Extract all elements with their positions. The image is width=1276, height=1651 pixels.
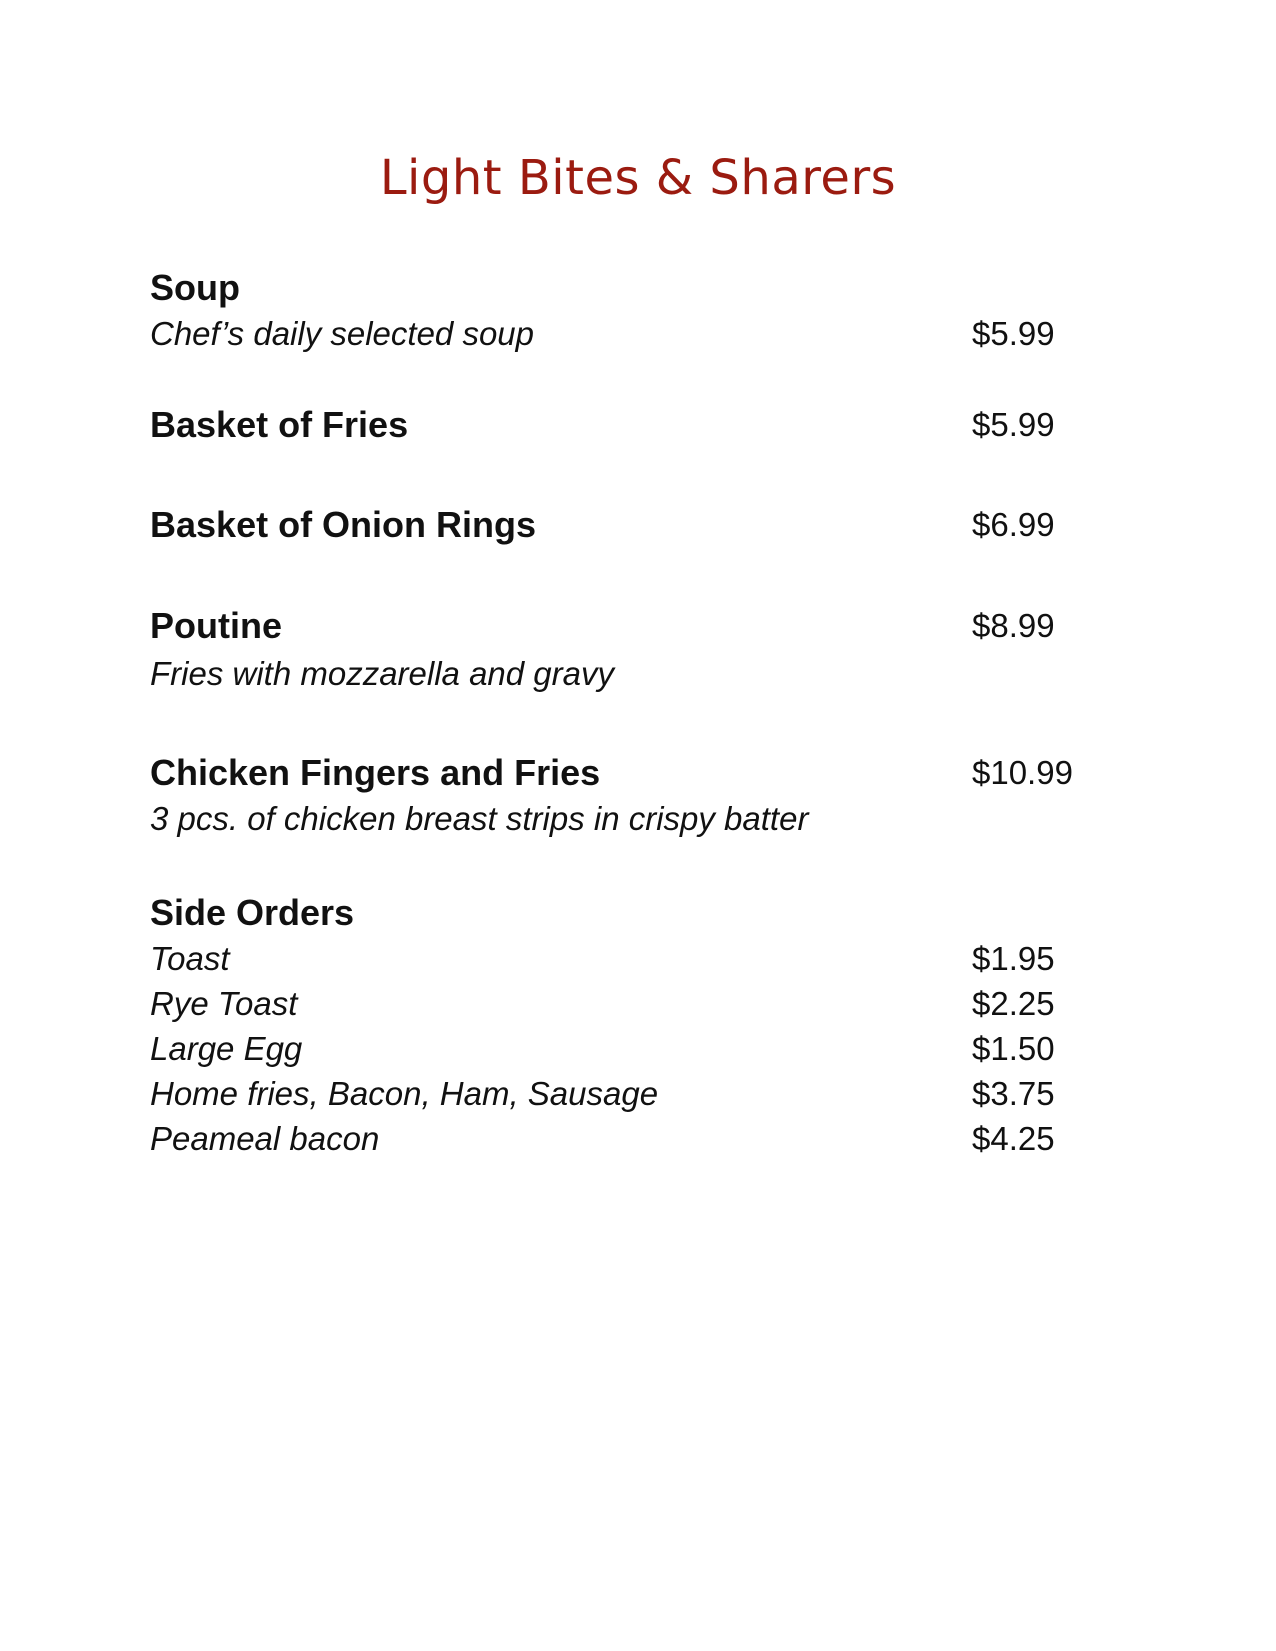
item-price: $1.50 — [972, 1030, 1055, 1067]
item-price: $4.25 — [972, 1120, 1055, 1157]
side-order-item — [150, 1072, 1130, 1116]
side-order-item — [150, 982, 1130, 1026]
side-orders-heading: Side Orders — [150, 892, 355, 933]
item-price: $5.99 — [972, 315, 1055, 352]
item-price: $5.99 — [972, 406, 1055, 443]
item-price: $8.99 — [972, 607, 1055, 644]
side-orders-heading-row — [150, 891, 1130, 935]
item-name: Poutine — [150, 605, 282, 646]
side-order-item — [150, 1027, 1130, 1071]
menu-item-onion-rings — [150, 503, 1130, 547]
menu-item-fries — [150, 403, 1130, 447]
item-price: $1.95 — [972, 940, 1055, 977]
item-description: Fries with mozzarella and gravy — [150, 655, 614, 692]
item-price: $6.99 — [972, 506, 1055, 543]
item-description: Chef’s daily selected soup — [150, 315, 535, 352]
item-price: $10.99 — [972, 754, 1073, 791]
menu-item-soup — [150, 266, 1130, 310]
menu-item-chicken-fingers — [150, 751, 1130, 795]
item-description: 3 pcs. of chicken breast strips in crispy batter — [150, 800, 809, 837]
menu-title: Light Bites & Sharers — [379, 150, 897, 206]
item-name: Basket of Fries — [150, 404, 409, 445]
side-order-item — [150, 1117, 1130, 1161]
item-price: $2.25 — [972, 985, 1055, 1022]
item-price: $3.75 — [972, 1075, 1055, 1112]
menu-item-soup-detail — [150, 312, 1130, 356]
menu-item-chicken-fingers-detail — [150, 797, 1130, 841]
item-name: Rye Toast — [150, 985, 298, 1022]
item-name: Large Egg — [150, 1030, 303, 1067]
menu-item-poutine — [150, 604, 1130, 648]
item-name: Home fries, Bacon, Ham, Sausage — [150, 1075, 659, 1112]
item-name: Toast — [150, 940, 230, 977]
item-name: Peameal bacon — [150, 1120, 380, 1157]
menu-item-poutine-detail — [150, 652, 1130, 696]
item-name: Soup — [150, 267, 240, 308]
item-name: Basket of Onion Rings — [150, 504, 537, 545]
item-name: Chicken Fingers and Fries — [150, 752, 601, 793]
side-order-item — [150, 937, 1130, 981]
